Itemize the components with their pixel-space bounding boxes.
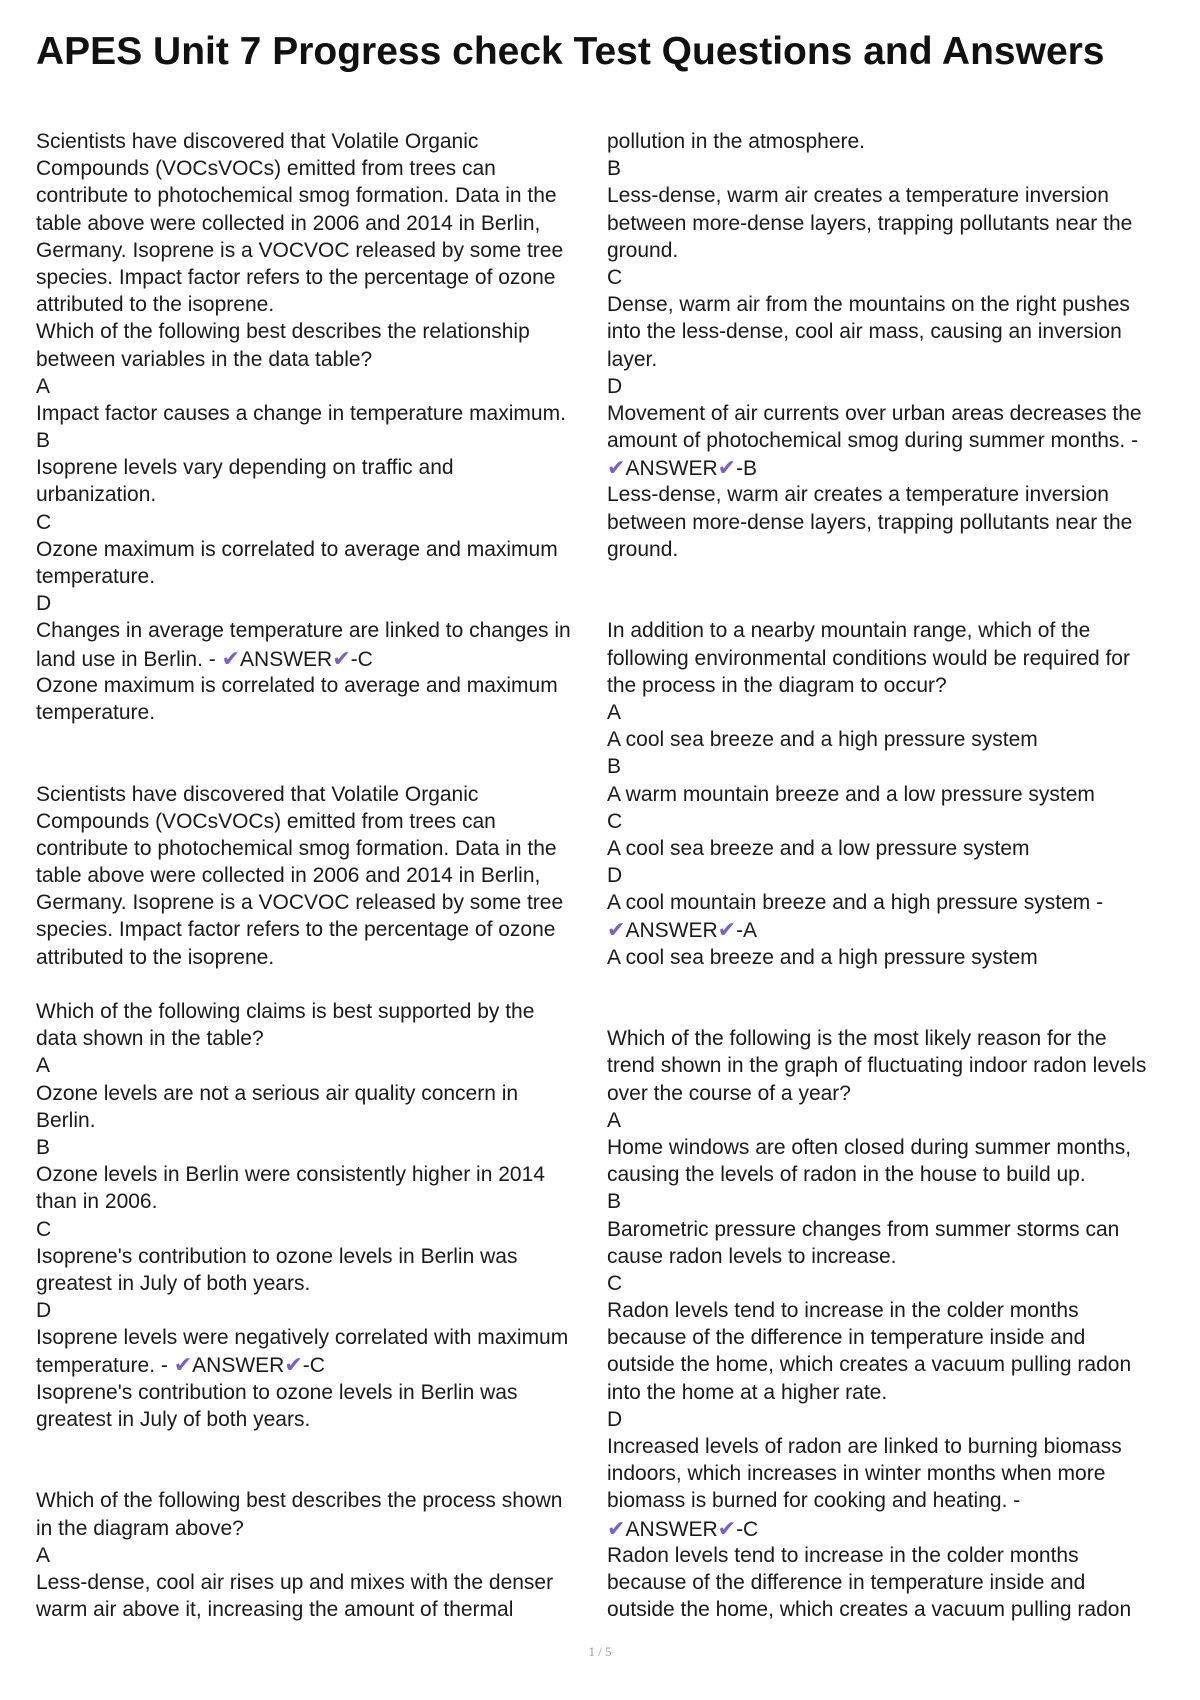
text-line: species. Impact factor refers to the percentage of ozone [36,265,556,289]
text-line: A [607,1108,622,1132]
text-line: A cool sea breeze and a high pressure system [607,945,1038,969]
check-icon: ✔ [221,645,241,671]
text-line: than in 2006. [36,1190,158,1214]
answer-line [607,916,1167,943]
text-line: Less-dense, warm air creates a temperature inversion [607,483,1109,507]
text-line: between more-dense layers, trapping pollutants near the [607,211,1133,235]
blank-line [607,971,1167,998]
text-line: warm air above it, increasing the amount of thermal [36,1598,514,1622]
text-line: table above were collected in 2006 and 2014 in Berlin, [36,211,541,235]
answer-line [36,645,590,672]
answer-line [607,1515,1167,1542]
answer-label: ANSWER [625,919,718,943]
text-line: Berlin. [36,1108,96,1132]
text-line: Ozone levels in Berlin were consistently higher in 2014 [36,1163,545,1187]
text-line: A [36,374,51,398]
text-line: following environmental conditions would be required for [607,646,1130,670]
text-line: Germany. Isoprene is a VOCVOC released by some tree [36,891,564,915]
text-line: Which of the following claims is best supported by the [36,1000,535,1023]
page-number: 1 / 5 [588,1644,612,1659]
text-line: into the less-dense, cool air mass, causing an inversion [607,320,1122,344]
text-line: biomass is burned for cooking and heating. - [607,1489,1021,1513]
text-line: temperature. [36,700,156,724]
text-line: D [36,1299,52,1323]
text-line: greatest in July of both years. [36,1407,311,1431]
text-line: B [607,1190,622,1214]
text-line: ground. [607,238,679,262]
text-line: attributed to the isoprene. [36,945,275,969]
blank-line [36,971,590,998]
text-line: attributed to the isoprene. [36,293,275,317]
text-line: because of the difference in temperature inside and [607,1570,1086,1594]
text-line: Germany. Isoprene is a VOCVOC released by some tree [36,238,564,262]
text-line: Which of the following best describes the relationship [36,320,530,344]
text-line: the process in the diagram to occur? [607,673,947,697]
answer-choice: -C [302,1354,325,1378]
text-line: B [607,157,622,181]
text-line: A [607,700,622,724]
text-line: ground. [607,537,679,561]
text-line: C [607,1271,623,1295]
text-line: A cool mountain breeze and a high pressure system - [607,891,1104,915]
text-line: Movement of air currents over urban areas decreases the [607,401,1142,425]
text-line: Less-dense, cool air rises up and mixes with the denser [36,1570,554,1594]
text-line: Isoprene levels vary depending on traffic and [36,456,454,480]
text-line: Compounds (VOCsVOCs) emitted from trees can [36,157,496,181]
answer-label: ANSWER [240,647,333,671]
text-line: C [607,809,623,833]
answer-line [607,454,1167,481]
text-line: Impact factor causes a change in temperature maximum. [36,401,566,425]
text-line: Home windows are often closed during summer months, [607,1135,1132,1159]
answer-choice: -C [736,1517,759,1541]
answer-choice: -A [736,919,758,943]
check-icon: ✔ [717,455,737,481]
text-line: between variables in the data table? [36,347,373,371]
text-line: cause radon levels to increase. [607,1244,897,1268]
text-line: A cool sea breeze and a high pressure system [607,728,1038,752]
text-line: A [36,1543,51,1567]
text-line: A warm mountain breeze and a low pressure system [607,782,1095,806]
text-line: in the diagram above? [36,1516,244,1540]
text-line: Changes in average temperature are linked to changes in [36,619,571,643]
text-line: contribute to photochemical smog formation. Data in the [36,184,557,208]
text-line: because of the difference in temperature inside and [607,1326,1086,1350]
blank-line [36,726,590,753]
answer-choice: -B [736,457,758,481]
check-icon: ✔ [284,1352,303,1378]
answer-lead-text: temperature. - [36,1354,174,1378]
blank-line [36,753,590,780]
text-line: Ozone maximum is correlated to average and maximum [36,537,558,561]
text-line: D [607,1407,623,1431]
page-title: APES Unit 7 Progress check Test Questions and Answers [36,30,1105,73]
check-icon: ✔ [607,455,626,481]
text-line: trend shown in the graph of fluctuating indoor radon levels [607,1054,1147,1078]
text-line: In addition to a nearby mountain range, which of the [607,619,1091,643]
text-line: Scientists have discovered that Volatile Organic [36,130,479,153]
text-line: C [607,265,623,289]
text-line: Which of the following is the most likely reason for the [607,1027,1107,1051]
text-line: species. Impact factor refers to the percentage of ozone [36,918,556,942]
text-line: urbanization. [36,483,157,507]
answer-line [36,1351,590,1378]
text-line: D [36,592,52,616]
text-line: A [36,1054,51,1078]
text-line: C [36,1217,52,1241]
text-line: amount of photochemical smog during summer months. - [607,429,1139,453]
text-line: D [607,374,623,398]
text-line: pollution in the atmosphere. [607,130,865,153]
text-line: Isoprene levels were negatively correlated with maximum [36,1326,569,1350]
answer-label: ANSWER [192,1354,285,1378]
text-line: table above were collected in 2006 and 2014 in Berlin, [36,864,541,888]
text-line: D [607,864,623,888]
right-text-column [607,128,1167,1623]
text-line: layer. [607,347,658,371]
check-icon: ✔ [607,1515,626,1541]
text-line: causing the levels of radon in the house to build up. [607,1163,1086,1187]
text-line: B [607,755,622,779]
blank-line [36,1460,590,1487]
text-line: Ozone levels are not a serious air quality concern in [36,1081,519,1105]
text-line: Radon levels tend to increase in the colder months [607,1299,1079,1323]
answer-label: ANSWER [625,457,718,481]
text-line: indoors, which increases in winter months when more [607,1462,1106,1486]
answer-choice: -C [350,647,373,671]
blank-line [36,1433,590,1460]
text-line: Compounds (VOCsVOCs) emitted from trees can [36,809,496,833]
text-line: outside the home, which creates a vacuum pulling radon [607,1598,1132,1622]
answer-lead-text: land use in Berlin. - [36,647,222,671]
blank-line [607,590,1167,617]
text-line: outside the home, which creates a vacuum pulling radon [607,1353,1132,1377]
text-line: temperature. [36,565,156,588]
text-line: Ozone maximum is correlated to average and maximum [36,673,558,697]
text-line: greatest in July of both years. [36,1271,311,1295]
text-line: data shown in the table? [36,1027,264,1051]
check-icon: ✔ [717,1515,737,1541]
text-line: Scientists have discovered that Volatile Organic [36,782,479,806]
blank-line [607,998,1167,1025]
text-line: into the home at a higher rate. [607,1380,888,1404]
blank-line [607,563,1167,590]
left-text-column [36,128,590,1623]
text-line: Barometric pressure changes from summer storms can [607,1217,1120,1241]
text-line: B [36,429,51,453]
text-line: contribute to photochemical smog formation. Data in the [36,836,557,860]
text-line: Isoprene's contribution to ozone levels in Berlin was [36,1380,518,1404]
text-line: Increased levels of radon are linked to burning biomass [607,1435,1122,1458]
text-line: B [36,1135,51,1159]
text-line: A cool sea breeze and a low pressure system [607,836,1030,860]
check-icon: ✔ [607,917,626,943]
text-line: Dense, warm air from the mountains on the right pushes [607,293,1130,317]
text-line: C [36,510,52,534]
text-line: Which of the following best describes the process shown [36,1489,563,1513]
check-icon: ✔ [717,917,737,943]
text-line: Radon levels tend to increase in the colder months [607,1543,1079,1567]
text-line: between more-dense layers, trapping pollutants near the [607,510,1133,534]
text-line: over the course of a year? [607,1081,851,1105]
check-icon: ✔ [332,645,351,671]
text-line: Isoprene's contribution to ozone levels in Berlin was [36,1244,518,1268]
text-line: Less-dense, warm air creates a temperature inversion [607,184,1109,208]
check-icon: ✔ [173,1352,193,1378]
answer-label: ANSWER [625,1517,718,1541]
